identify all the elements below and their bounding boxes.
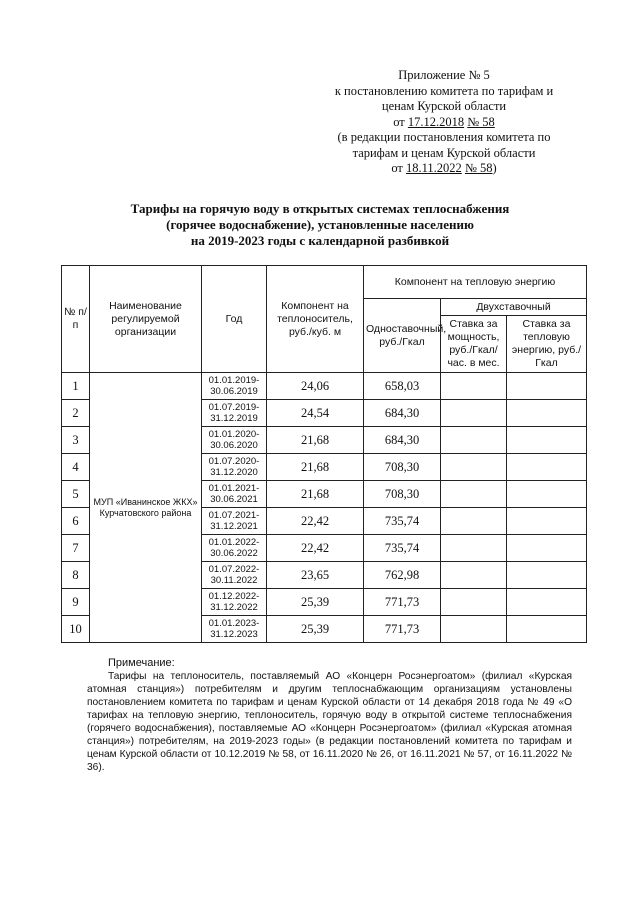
resolution-number: № 58 [467, 114, 495, 129]
single-rate-tariff: 708,30 [364, 454, 441, 481]
appendix-line-2: к постановлению комитета по тарифам и [334, 83, 554, 98]
header-energy: Компонент на тепловую энергию [364, 266, 587, 299]
revision-date: 18.11.2022 [406, 161, 462, 175]
row-number: 9 [62, 589, 90, 616]
resolution-date: 17.12.2018 [407, 114, 465, 129]
document-title [70, 201, 570, 249]
power-rate [441, 535, 507, 562]
heat-rate [507, 373, 587, 400]
table-body [62, 373, 587, 643]
title-line-2: (горячее водоснабжение), установленные населению [166, 217, 474, 232]
heat-rate [507, 454, 587, 481]
single-rate-tariff: 735,74 [364, 508, 441, 535]
carrier-tariff: 21,68 [267, 481, 364, 508]
single-rate-tariff: 771,73 [364, 589, 441, 616]
header-carrier: Компонент на теплоноситель, руб./куб. м [267, 266, 364, 373]
power-rate [441, 562, 507, 589]
period: 01.01.2020-30.06.2020 [202, 427, 267, 454]
power-rate [441, 373, 507, 400]
appendix-line-7 [310, 161, 578, 177]
header-num: № п/п [62, 266, 90, 373]
row-number: 7 [62, 535, 90, 562]
heat-rate [507, 427, 587, 454]
period: 01.01.2022-30.06.2022 [202, 535, 267, 562]
power-rate [441, 589, 507, 616]
title-line-3: на 2019-2023 годы с календарной разбивкой [190, 233, 450, 248]
appendix-number: Приложение № 5 [398, 68, 490, 82]
period: 01.07.2021-31.12.2021 [202, 508, 267, 535]
appendix-from-2: от [391, 161, 407, 175]
carrier-tariff: 22,42 [267, 508, 364, 535]
power-rate [441, 481, 507, 508]
note-title: Примечание: [108, 657, 175, 669]
appendix-from-1: от [393, 114, 408, 129]
row-number: 4 [62, 454, 90, 481]
power-rate [441, 427, 507, 454]
power-rate [441, 508, 507, 535]
carrier-tariff: 22,42 [267, 535, 364, 562]
period: 01.07.2020-31.12.2020 [202, 454, 267, 481]
single-rate-tariff: 684,30 [364, 427, 441, 454]
period: 01.01.2019-30.06.2019 [202, 373, 267, 400]
carrier-tariff: 21,68 [267, 454, 364, 481]
title-line-1: Тарифы на горячую воду в открытых системах теплоснабжения [130, 201, 510, 216]
header-year: Год [202, 266, 267, 373]
carrier-tariff: 24,54 [267, 400, 364, 427]
power-rate [441, 400, 507, 427]
power-rate [441, 454, 507, 481]
heat-rate [507, 508, 587, 535]
period: 01.07.2019-31.12.2019 [202, 400, 267, 427]
period: 01.07.2022-30.11.2022 [202, 562, 267, 589]
row-number: 8 [62, 562, 90, 589]
heat-rate [507, 562, 587, 589]
tariff-table [61, 265, 587, 643]
appendix-header [310, 68, 578, 177]
heat-rate [507, 616, 587, 643]
single-rate-tariff: 735,74 [364, 535, 441, 562]
appendix-line-6: тарифам и ценам Курской области [352, 145, 536, 160]
appendix-line-5: (в редакции постановления комитета по [337, 130, 551, 144]
header-power: Ставка за мощность, руб./Гкал/ час. в мес. [441, 316, 507, 373]
single-rate-tariff: 762,98 [364, 562, 441, 589]
carrier-tariff: 25,39 [267, 616, 364, 643]
row-number: 6 [62, 508, 90, 535]
note-text: Тарифы на теплоноситель, поставляемый АО «Концерн Росэнергоатом» (филиал «Курская атомная станция») потребителям и другим теплоснабжающим организациям установлены постановлением комитета по тарифам и ценам Курской области от 14 декабря 2018 года № 49 «О тарифах на тепловую энергию, теплоноситель, горячую воду в открытой системе теплоснабжения (горячего водоснабжения), поставляемые АО «Концерн Росэнергоатом» (филиал «Курская атомная станция») потребителям, на 2019-2023 годы» (в редакции постановлений комитета по тарифам и ценам Курской области от 10.12.2019 № 58, от 16.11.2020 № 26, от 16.11.2021 № 57, от 16.11.2022 № 36). [87, 671, 572, 773]
period: 01.12.2022-31.12.2022 [202, 589, 267, 616]
power-rate [441, 616, 507, 643]
table-row [62, 373, 587, 400]
carrier-tariff: 21,68 [267, 427, 364, 454]
single-rate-tariff: 684,30 [364, 400, 441, 427]
row-number: 3 [62, 427, 90, 454]
appendix-line-4 [310, 115, 578, 131]
single-rate-tariff: 658,03 [364, 373, 441, 400]
row-number: 5 [62, 481, 90, 508]
carrier-tariff: 23,65 [267, 562, 364, 589]
heat-rate [507, 589, 587, 616]
carrier-tariff: 24,06 [267, 373, 364, 400]
header-heat: Ставка за тепловую энергию, руб./Гкал [507, 316, 587, 373]
header-double: Двухставочный [441, 299, 587, 316]
row-number: 10 [62, 616, 90, 643]
organization-name: МУП «Иванинское ЖКХ» Курчатовского района [90, 373, 202, 643]
header-org: Наименование регулируемой организации [90, 266, 202, 373]
closing-paren: ) [492, 161, 497, 175]
header-single: Одноставочный, руб./Гкал [364, 299, 441, 373]
row-number: 1 [62, 373, 90, 400]
revision-number: № 58 [464, 161, 493, 175]
note [87, 670, 572, 774]
heat-rate [507, 481, 587, 508]
heat-rate [507, 535, 587, 562]
heat-rate [507, 400, 587, 427]
period: 01.01.2021-30.06.2021 [202, 481, 267, 508]
appendix-line-3: ценам Курской области [381, 99, 507, 113]
period: 01.01.2023-31.12.2023 [202, 616, 267, 643]
carrier-tariff: 25,39 [267, 589, 364, 616]
row-number: 2 [62, 400, 90, 427]
single-rate-tariff: 708,30 [364, 481, 441, 508]
single-rate-tariff: 771,73 [364, 616, 441, 643]
